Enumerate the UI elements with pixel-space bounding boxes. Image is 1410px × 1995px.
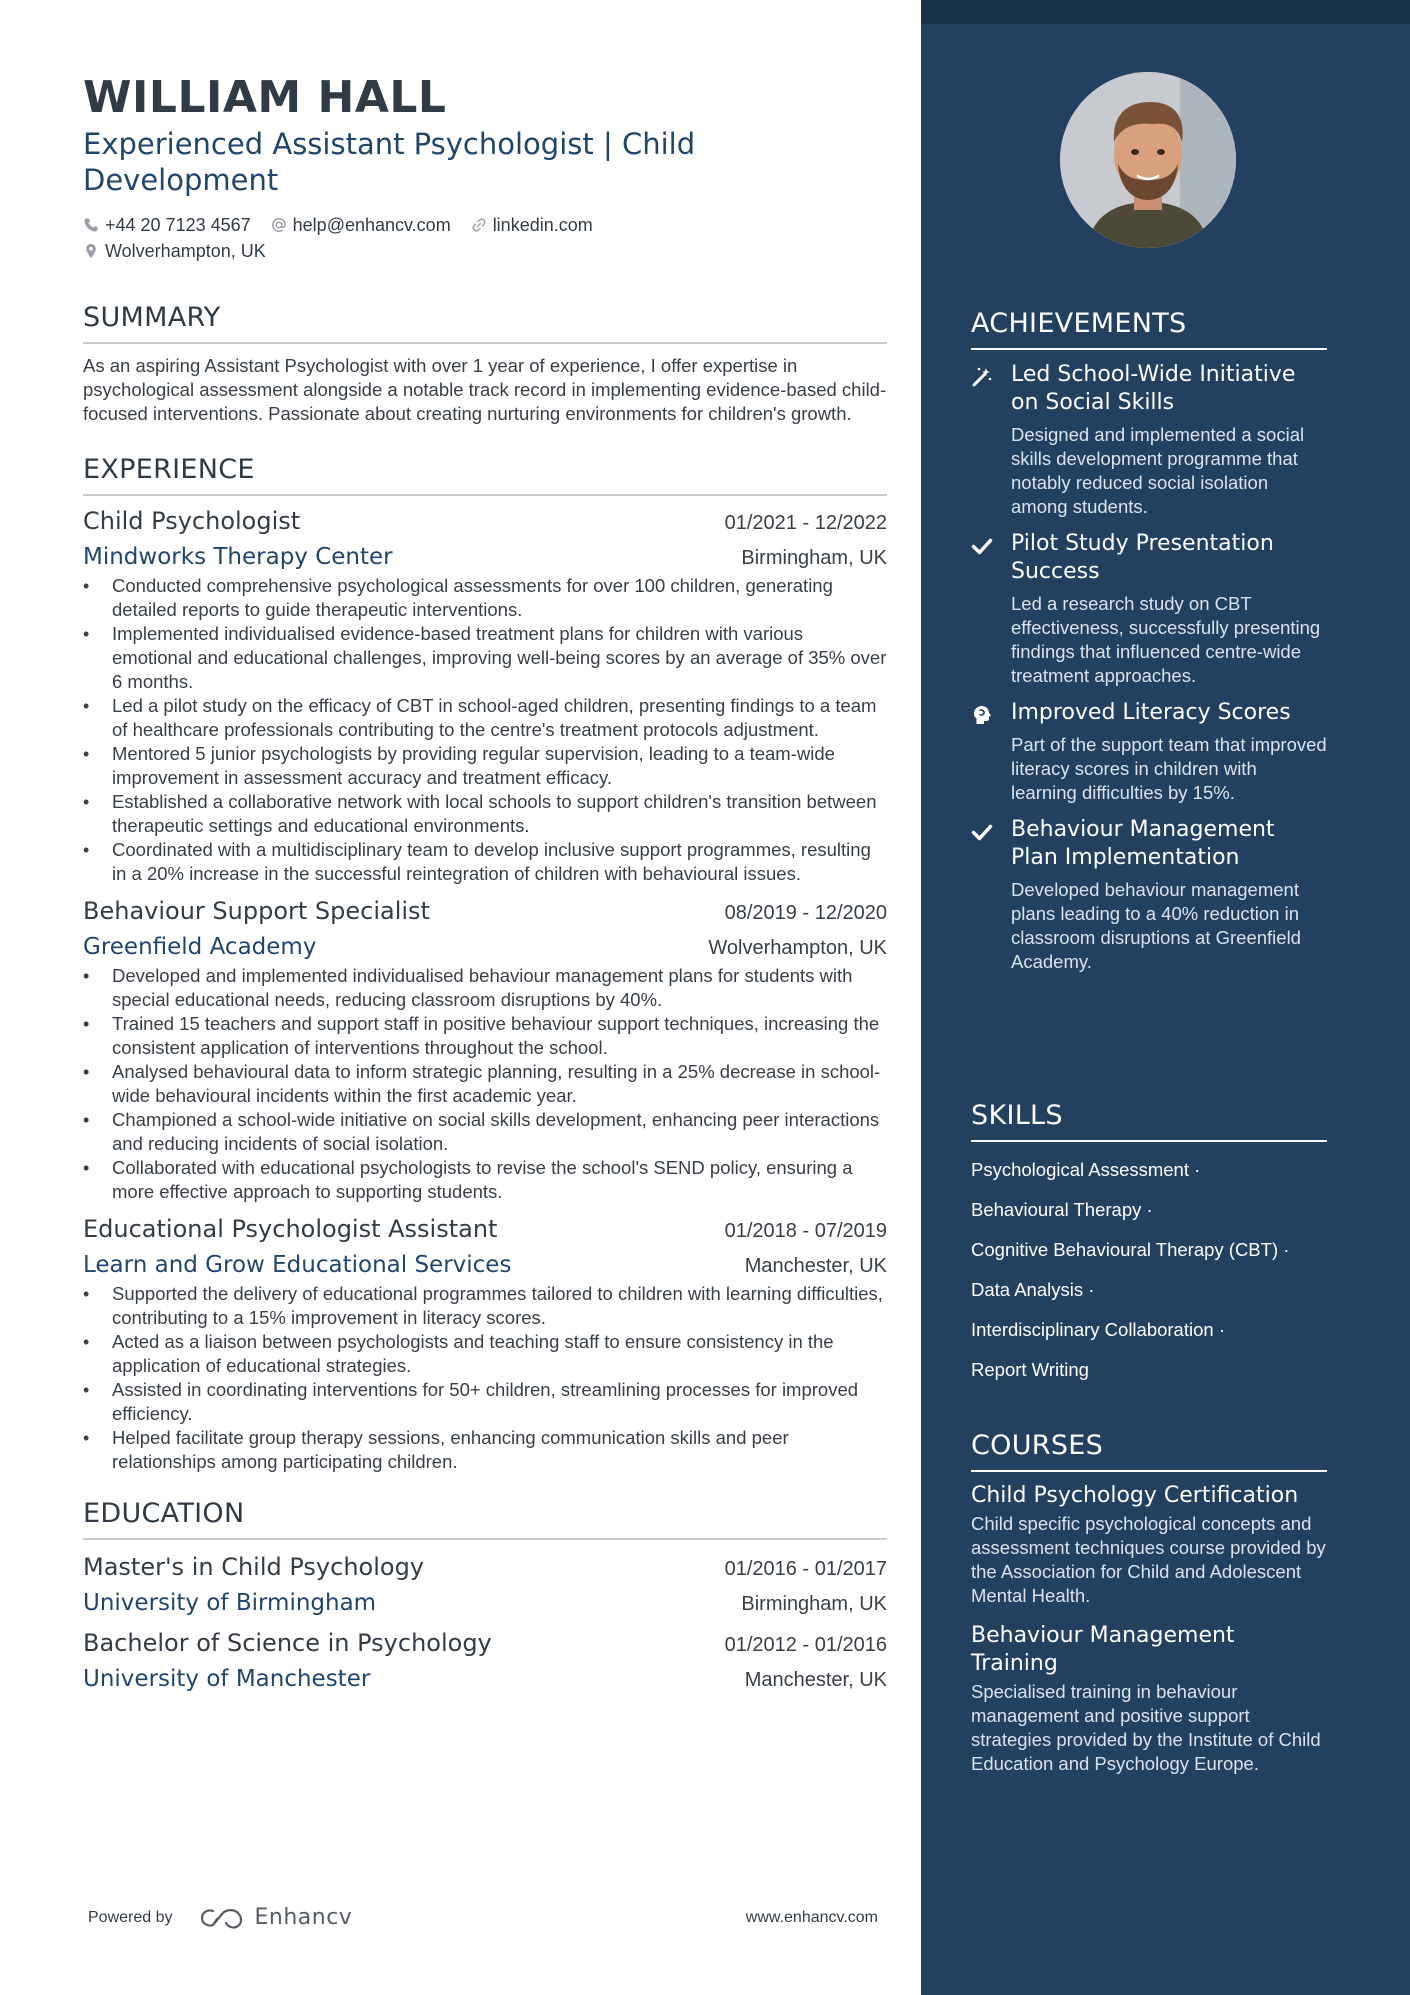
achievement-item <box>971 361 1327 519</box>
enhancv-logo[interactable] <box>199 1905 353 1930</box>
skill-item: Report Writing <box>971 1359 1089 1380</box>
summary-text: As an aspiring Assistant Psychologist with over 1 year of experience, I offer expertise in psychological assessment alongside a notable track record in implementing evidence-based child-focused interventions. Passionate about creating nurturing environments for children's growth. <box>83 355 887 424</box>
avatar <box>1060 72 1236 248</box>
degree-title: Master's in Child Psychology <box>83 1553 425 1581</box>
education-dates: 01/2012 - 01/2016 <box>724 1634 887 1656</box>
phone-icon <box>83 217 99 233</box>
phone-contact[interactable] <box>83 212 251 238</box>
school-name: University of Manchester <box>83 1666 371 1692</box>
course-desc: Specialised training in behaviour management and positive support strategies provided by the Institute of Child Education and Psychology Europe. <box>971 1681 1321 1774</box>
sidebar-top-bar <box>921 0 1410 24</box>
bullet-item: • Analysed behavioural data to inform strategic planning, resulting in a 25% decrease in school-wide behavioural incidents within the first academic year. <box>83 1060 887 1108</box>
job-dates: 01/2021 - 12/2022 <box>724 512 887 534</box>
email-contact[interactable] <box>271 212 451 238</box>
location-contact <box>83 238 266 264</box>
school-location: Manchester, UK <box>744 1669 887 1691</box>
skills-section <box>971 1098 1327 1382</box>
job-entry <box>83 1212 887 1474</box>
courses-section <box>971 1428 1327 1776</box>
location-text: Wolverhampton, UK <box>105 241 266 261</box>
achievements-title: ACHIEVEMENTS <box>971 306 1327 350</box>
bullet-item: • Developed and implemented individualised behaviour management plans for students with special educational needs, reducing classroom disruptions by 40%. <box>83 964 887 1012</box>
link-icon <box>471 217 487 233</box>
experience-section <box>83 452 887 1474</box>
job-title: Educational Psychologist Assistant <box>83 1215 498 1243</box>
education-title: EDUCATION <box>83 1496 887 1540</box>
course-title: Child Psychology Certification <box>971 1483 1299 1508</box>
course-item <box>971 1482 1327 1608</box>
job-entry <box>83 894 887 1204</box>
skill-item: Psychological Assessment · <box>971 1159 1201 1180</box>
job-dates: 08/2019 - 12/2020 <box>724 902 887 924</box>
achievement-title: Pilot Study Presentation Success <box>1011 531 1274 584</box>
phone-text: +44 20 7123 4567 <box>105 215 251 235</box>
education-dates: 01/2016 - 01/2017 <box>724 1558 887 1580</box>
course-item <box>971 1622 1327 1776</box>
skill-item: Behavioural Therapy · <box>971 1199 1153 1220</box>
sidebar <box>921 0 1410 1995</box>
job-bullets <box>83 574 887 886</box>
skill-item: Interdisciplinary Collaboration · <box>971 1319 1225 1340</box>
bullet-item: • Acted as a liaison between psychologists and teaching staff to ensure consistency in the application of educational strategies. <box>83 1330 887 1378</box>
education-entry <box>83 1550 887 1618</box>
company-name: Learn and Grow Educational Services <box>83 1252 512 1278</box>
contact-info <box>83 212 887 264</box>
achievement-desc: Part of the support team that improved literacy scores in children with learning difficulties by 15%. <box>1011 734 1327 803</box>
bullet-item: • Assisted in coordinating interventions for 50+ children, streamlining processes for improved efficiency. <box>83 1378 887 1426</box>
linkedin-text: linkedin.com <box>492 215 593 235</box>
achievement-desc: Led a research study on CBT effectiveness, successfully presenting findings that influenced centre-wide treatment approaches. <box>1011 593 1321 686</box>
headline: Experienced Assistant Psychologist | Child Development <box>83 127 696 197</box>
school-location: Birmingham, UK <box>741 1593 887 1615</box>
enhancv-logo-icon <box>199 1906 245 1930</box>
achievement-item <box>971 530 1327 688</box>
school-name: University of Birmingham <box>83 1590 377 1616</box>
achievement-title: Led School-Wide Initiative on Social Skills <box>1011 362 1296 415</box>
company-name: Mindworks Therapy Center <box>83 544 393 570</box>
candidate-name: WILLIAM HALL <box>83 72 447 123</box>
bullet-item: • Established a collaborative network with local schools to support children's transition between therapeutic settings and educational environments. <box>83 790 887 838</box>
degree-title: Bachelor of Science in Psychology <box>83 1629 492 1657</box>
achievement-title: Improved Literacy Scores <box>1011 700 1291 725</box>
bullet-item: • Conducted comprehensive psychological assessments for over 100 children, generating detailed reports to guide therapeutic interventions. <box>83 574 887 622</box>
bullet-item: • Championed a school-wide initiative on social skills development, enhancing peer interactions and reducing incidents of social isolation. <box>83 1108 887 1156</box>
skills-title: SKILLS <box>971 1098 1327 1142</box>
brand-name: Enhancv <box>254 1905 353 1930</box>
bullet-item: • Led a pilot study on the efficacy of CBT in school-aged children, presenting findings to a team of healthcare professionals contributing to the centre's treatment protocols adjustment. <box>83 694 887 742</box>
job-dates: 01/2018 - 07/2019 <box>724 1220 887 1242</box>
skill-item: Cognitive Behavioural Therapy (CBT) · <box>971 1239 1290 1260</box>
job-entry <box>83 504 887 886</box>
achievement-title: Behaviour Management Plan Implementation <box>1011 817 1275 870</box>
profile-photo <box>1060 72 1236 248</box>
achievement-desc: Designed and implemented a social skills development programme that notably reduced social isolation among students. <box>1011 424 1305 517</box>
job-title: Child Psychologist <box>83 507 301 535</box>
education-section <box>83 1496 887 1694</box>
brain-icon <box>971 704 993 726</box>
achievement-item <box>971 816 1327 974</box>
footer <box>88 1905 878 1930</box>
check-icon <box>971 821 993 843</box>
at-icon <box>271 217 287 233</box>
check-icon <box>971 535 993 557</box>
job-bullets <box>83 1282 887 1474</box>
achievement-item <box>971 699 1327 805</box>
bullet-item: • Coordinated with a multidisciplinary team to develop inclusive support programmes, resulting in a 20% increase in the successful reintegration of children with behavioural issues. <box>83 838 887 886</box>
skill-item: Data Analysis · <box>971 1279 1095 1300</box>
company-name: Greenfield Academy <box>83 934 317 960</box>
courses-title: COURSES <box>971 1428 1327 1472</box>
bullet-item: • Mentored 5 junior psychologists by providing regular supervision, leading to a team-wide improvement in assessment accuracy and treatment efficacy. <box>83 742 887 790</box>
job-location: Birmingham, UK <box>741 547 887 569</box>
bullet-item: • Implemented individualised evidence-based treatment plans for children with various emotional and educational challenges, improving well-being scores by an average of 35% over 6 months. <box>83 622 887 694</box>
job-title: Behaviour Support Specialist <box>83 897 430 925</box>
powered-by-label: Powered by <box>88 1908 173 1926</box>
website-link[interactable]: www.enhancv.com <box>745 1908 878 1926</box>
achievements-section <box>971 306 1327 974</box>
course-desc: Child specific psychological concepts and assessment techniques course provided by the Association for Child and Adolescent Mental Health. <box>971 1513 1326 1606</box>
summary-section <box>83 300 887 426</box>
job-location: Wolverhampton, UK <box>708 937 887 959</box>
linkedin-contact[interactable] <box>471 212 593 238</box>
bullet-item: • Supported the delivery of educational programmes tailored to children with learning difficulties, contributing to a 15% improvement in literacy scores. <box>83 1282 887 1330</box>
email-text: help@enhancv.com <box>292 215 451 235</box>
location-pin-icon <box>83 243 99 259</box>
achievement-desc: Developed behaviour management plans leading to a 40% reduction in classroom disruptions at Greenfield Academy. <box>1011 879 1301 972</box>
bullet-item: • Trained 15 teachers and support staff in positive behaviour support techniques, increasing the consistent application of interventions throughout the school. <box>83 1012 887 1060</box>
job-location: Manchester, UK <box>744 1255 887 1277</box>
experience-title: EXPERIENCE <box>83 452 887 496</box>
course-title: Behaviour Management Training <box>971 1623 1235 1676</box>
education-entry <box>83 1626 887 1694</box>
bullet-item: • Collaborated with educational psychologists to revise the school's SEND policy, ensuring a more effective approach to supporting students. <box>83 1156 887 1204</box>
magic-wand-icon <box>971 366 993 388</box>
bullet-item: • Helped facilitate group therapy sessions, enhancing communication skills and peer relationships among participating children. <box>83 1426 887 1474</box>
summary-title: SUMMARY <box>83 300 887 344</box>
job-bullets <box>83 964 887 1204</box>
